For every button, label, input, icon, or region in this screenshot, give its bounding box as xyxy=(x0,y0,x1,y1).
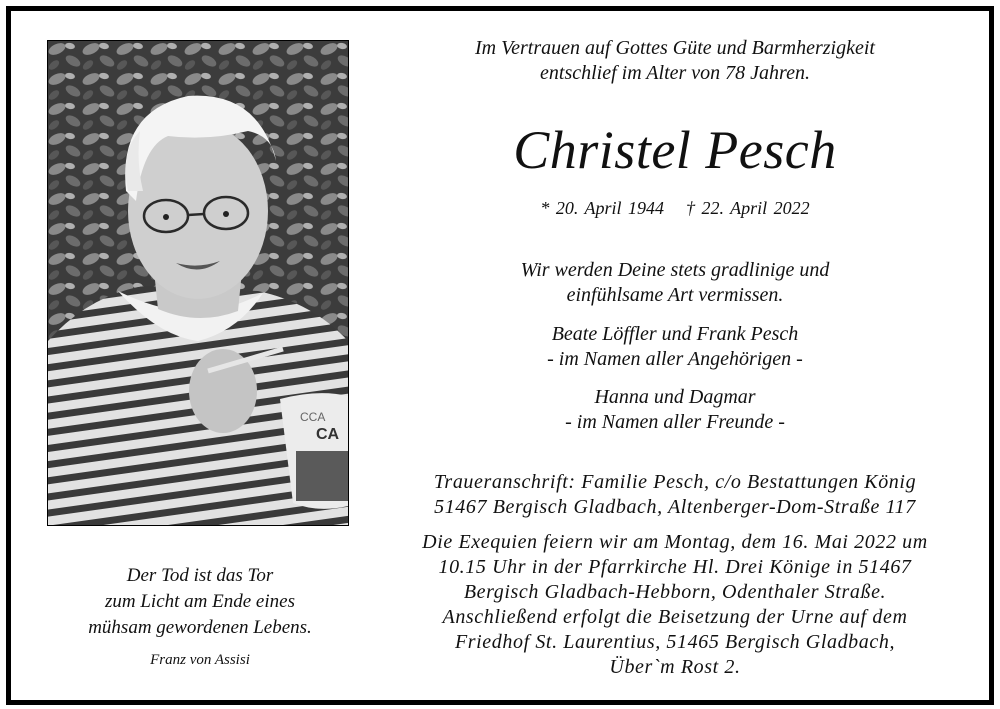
family-names: Beate Löffler und Frank Pesch xyxy=(551,323,799,345)
service-line: Die Exequien feiern wir am Montag, dem 16. Mai 2022 um xyxy=(422,531,928,553)
service-line: Bergisch Gladbach-Hebborn, Odenthaler Straße. xyxy=(463,581,887,603)
friends-signature xyxy=(395,385,955,435)
funeral-service-info xyxy=(395,530,955,680)
death-date: † 22. April 2022 xyxy=(686,198,810,218)
friends-names: Hanna und Dagmar xyxy=(594,386,756,408)
message-line: Wir werden Deine stets gradlinige und xyxy=(520,259,830,281)
service-line: Friedhof St. Laurentius, 51465 Bergisch Gladbach, xyxy=(454,631,896,653)
quote-block xyxy=(45,563,355,641)
address-line: 51467 Bergisch Gladbach, Altenberger-Dom-Straße 117 xyxy=(434,496,916,518)
quote-author: Franz von Assisi xyxy=(150,652,250,668)
portrait-illustration xyxy=(48,41,348,525)
life-dates xyxy=(395,196,955,220)
birth-date: * 20. April 1944 xyxy=(540,198,664,218)
quote-line: Der Tod ist das Tor xyxy=(126,565,274,586)
family-signature xyxy=(395,322,955,372)
quote-line: mühsam gewordenen Lebens. xyxy=(88,617,312,638)
intro-text xyxy=(395,36,955,86)
portrait-photo xyxy=(47,40,349,526)
address-line: Traueranschrift: Familie Pesch, c/o Bestattungen König xyxy=(433,471,917,493)
service-line: Über`m Rost 2. xyxy=(609,656,741,678)
service-line: 10.15 Uhr in der Pfarrkirche Hl. Drei Könige in 51467 xyxy=(438,556,912,578)
intro-line: entschlief im Alter von 78 Jahren. xyxy=(540,62,810,84)
farewell-message xyxy=(395,258,955,308)
intro-line: Im Vertrauen auf Gottes Güte und Barmherzigkeit xyxy=(475,37,875,59)
cup-label-large: CA xyxy=(316,426,340,443)
service-line: Anschließend erfolgt die Beisetzung der Urne auf dem xyxy=(442,606,908,628)
family-note: - im Namen aller Angehörigen - xyxy=(547,348,803,370)
friends-note: - im Namen aller Freunde - xyxy=(565,411,785,433)
cup-label-small: CCA xyxy=(300,410,326,424)
deceased-name: Christel Pesch xyxy=(513,120,837,180)
quote-line: zum Licht am Ende eines xyxy=(105,591,295,612)
mourning-address xyxy=(395,470,955,520)
message-line: einfühlsame Art vermissen. xyxy=(566,284,784,306)
